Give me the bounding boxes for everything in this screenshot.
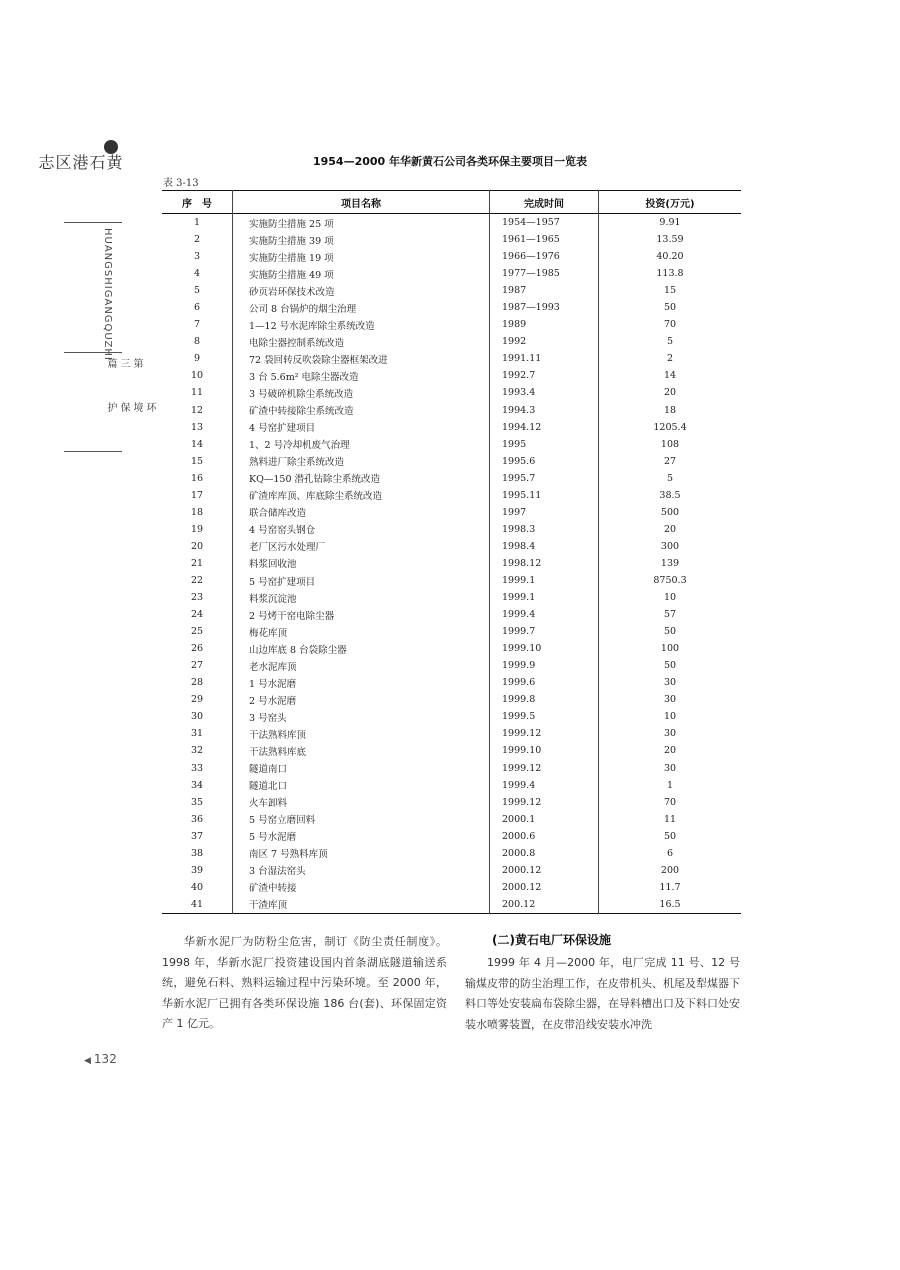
cell-index: 26 — [190, 643, 204, 655]
table-row — [162, 896, 741, 914]
paragraph-power-plant: 1999 年 4 月—2000 年，电厂完成 11 号、12 号输煤皮带的防尘治理工作，在皮带机头、机尾及犁煤器下料口等处安装扁布袋除尘器，在导料槽出口及下料口处安装水喷雾装置，在皮带沿线安装水冲洗 — [465, 956, 740, 1031]
table-row — [162, 640, 741, 657]
cell-completion-date: 1998.12 — [490, 555, 599, 572]
cell-index: 30 — [190, 711, 204, 723]
cell-index: 16 — [190, 472, 204, 484]
table-row — [162, 794, 741, 811]
cell-index: 13 — [190, 421, 204, 433]
cell-completion-date: 200.12 — [490, 896, 599, 914]
cell-project-name: 1—12 号水泥库除尘系统改造 — [233, 316, 490, 333]
cell-index: 18 — [190, 506, 204, 518]
cell-project-name: 联合储库改造 — [233, 504, 490, 521]
cell-investment: 30 — [599, 691, 742, 708]
cell-project-name: KQ—150 潜孔钻除尘系统改造 — [233, 470, 490, 487]
cell-completion-date: 1992 — [490, 333, 599, 350]
cell-project-name: 矿渣中转接 — [233, 879, 490, 896]
column-header-investment: 投资(万元) — [599, 191, 742, 214]
cell-completion-date: 2000.6 — [490, 828, 599, 845]
cell-project-name: 老厂区污水处理厂 — [233, 538, 490, 555]
cell-investment: 57 — [599, 606, 742, 623]
cell-project-name: 实施防尘措施 39 项 — [233, 231, 490, 248]
table-row — [162, 504, 741, 521]
table-row — [162, 282, 741, 299]
cell-index: 28 — [190, 677, 204, 689]
cell-project-name: 3 台 5.6m² 电除尘器改造 — [233, 367, 490, 384]
cell-completion-date: 1999.8 — [490, 691, 599, 708]
table-row — [162, 811, 741, 828]
cell-completion-date: 1999.9 — [490, 657, 599, 674]
cell-completion-date: 1999.7 — [490, 623, 599, 640]
cell-completion-date: 1995.7 — [490, 470, 599, 487]
table-row — [162, 777, 741, 794]
cell-investment: 18 — [599, 402, 742, 419]
cell-investment: 1 — [599, 777, 742, 794]
cell-completion-date: 1994.12 — [490, 419, 599, 436]
cell-investment: 20 — [599, 384, 742, 401]
cell-investment: 108 — [599, 436, 742, 453]
cell-investment: 15 — [599, 282, 742, 299]
cell-investment: 16.5 — [599, 896, 742, 914]
cell-investment: 139 — [599, 555, 742, 572]
table-row — [162, 265, 741, 282]
cell-investment: 27 — [599, 453, 742, 470]
table-row — [162, 879, 741, 896]
cell-investment: 500 — [599, 504, 742, 521]
cell-project-name: 梅花库顶 — [233, 623, 490, 640]
cell-investment: 6 — [599, 845, 742, 862]
cell-investment: 200 — [599, 862, 742, 879]
cell-investment: 1205.4 — [599, 419, 742, 436]
cell-completion-date: 2000.12 — [490, 879, 599, 896]
cell-investment: 50 — [599, 299, 742, 316]
cell-investment: 300 — [599, 538, 742, 555]
cell-index: 8 — [193, 336, 201, 348]
cell-investment: 14 — [599, 367, 742, 384]
cell-index: 27 — [190, 660, 204, 672]
cell-investment: 9.91 — [599, 214, 742, 232]
cell-completion-date: 1999.6 — [490, 674, 599, 691]
table-row — [162, 589, 741, 606]
table-row — [162, 231, 741, 248]
cell-index: 15 — [190, 455, 204, 467]
divider — [64, 222, 122, 223]
cell-investment: 20 — [599, 742, 742, 759]
cell-completion-date: 2000.1 — [490, 811, 599, 828]
cell-investment: 38.5 — [599, 487, 742, 504]
cell-investment: 50 — [599, 828, 742, 845]
cell-project-name: 老水泥库顶 — [233, 657, 490, 674]
cell-index: 14 — [190, 438, 204, 450]
book-title: 黄石港区志 — [36, 154, 123, 170]
cell-index: 1 — [193, 217, 201, 229]
cell-completion-date: 1977—1985 — [490, 265, 599, 282]
table-row — [162, 572, 741, 589]
cell-index: 25 — [190, 626, 204, 638]
cell-project-name: 干渣库顶 — [233, 896, 490, 914]
table-row — [162, 742, 741, 759]
table-row — [162, 623, 741, 640]
cell-project-name: 4 号窑窑头钢仓 — [233, 521, 490, 538]
cell-index: 19 — [190, 523, 204, 535]
cell-investment: 8750.3 — [599, 572, 742, 589]
cell-completion-date: 1966—1976 — [490, 248, 599, 265]
cell-completion-date: 1999.12 — [490, 794, 599, 811]
cell-investment: 50 — [599, 657, 742, 674]
cell-completion-date: 1995.6 — [490, 453, 599, 470]
cell-project-name: 隧道北口 — [233, 777, 490, 794]
table-row — [162, 521, 741, 538]
table-row — [162, 674, 741, 691]
part-label: 第三篇 — [105, 358, 142, 368]
cell-index: 20 — [190, 540, 204, 552]
table-row — [162, 316, 741, 333]
cell-investment: 70 — [599, 794, 742, 811]
cell-completion-date: 1993.4 — [490, 384, 599, 401]
cell-project-name: 矿渣中转接除尘系统改造 — [233, 402, 490, 419]
table-row — [162, 487, 741, 504]
cell-project-name: 火车卸料 — [233, 794, 490, 811]
table-row — [162, 470, 741, 487]
cell-project-name: 山边库底 8 台袋除尘器 — [233, 640, 490, 657]
cell-investment: 30 — [599, 725, 742, 742]
table-row — [162, 725, 741, 742]
cell-completion-date: 1997 — [490, 504, 599, 521]
cell-completion-date: 1994.3 — [490, 402, 599, 419]
table-row — [162, 214, 741, 232]
cell-project-name: 2 号烤干窑电除尘器 — [233, 606, 490, 623]
cell-completion-date: 2000.8 — [490, 845, 599, 862]
cell-project-name: 5 号窑扩建项目 — [233, 572, 490, 589]
table-row — [162, 419, 741, 436]
cell-project-name: 实施防尘措施 19 项 — [233, 248, 490, 265]
cell-project-name: 实施防尘措施 49 项 — [233, 265, 490, 282]
cell-completion-date: 1995.11 — [490, 487, 599, 504]
table-row — [162, 453, 741, 470]
table-row — [162, 845, 741, 862]
project-table — [162, 190, 738, 914]
cell-index: 38 — [190, 847, 204, 859]
section-label: 环境保护 — [105, 402, 155, 413]
cell-index: 35 — [190, 796, 204, 808]
cell-completion-date: 1999.12 — [490, 725, 599, 742]
cell-investment: 20 — [599, 521, 742, 538]
cell-index: 39 — [190, 864, 204, 876]
cell-investment: 40.20 — [599, 248, 742, 265]
cell-project-name: 南区 7 号熟料库顶 — [233, 845, 490, 862]
cell-index: 33 — [190, 762, 204, 774]
book-logo-icon — [104, 140, 118, 154]
table-row — [162, 828, 741, 845]
cell-project-name: 公司 8 台锅炉的烟尘治理 — [233, 299, 490, 316]
cell-project-name: 3 台湿法窑头 — [233, 862, 490, 879]
table-row — [162, 555, 741, 572]
cell-completion-date: 1989 — [490, 316, 599, 333]
cell-project-name: 砂页岩环保技术改造 — [233, 282, 490, 299]
cell-project-name: 料浆沉淀池 — [233, 589, 490, 606]
table-row — [162, 862, 741, 879]
cell-project-name: 干法熟料库底 — [233, 742, 490, 759]
cell-index: 23 — [190, 592, 204, 604]
cell-completion-date: 2000.12 — [490, 862, 599, 879]
cell-index: 21 — [190, 557, 204, 569]
cell-investment: 2 — [599, 350, 742, 367]
cell-completion-date: 1999.1 — [490, 572, 599, 589]
cell-investment: 50 — [599, 623, 742, 640]
cell-investment: 10 — [599, 589, 742, 606]
cell-index: 41 — [190, 898, 204, 910]
cell-project-name: 3 号窑头 — [233, 708, 490, 725]
cell-index: 29 — [190, 694, 204, 706]
cell-completion-date: 1999.1 — [490, 589, 599, 606]
cell-project-name: 料浆回收池 — [233, 555, 490, 572]
cell-index: 6 — [193, 302, 201, 314]
cell-project-name: 熟料进厂除尘系统改造 — [233, 453, 490, 470]
column-header-name: 项目名称 — [233, 191, 490, 214]
cell-index: 5 — [193, 285, 201, 297]
cell-investment: 11.7 — [599, 879, 742, 896]
section-heading-power-plant: (二)黄石电厂环保设施 — [492, 933, 611, 947]
table-number: 表 3-13 — [163, 178, 199, 189]
table-row — [162, 691, 741, 708]
cell-investment: 10 — [599, 708, 742, 725]
cell-project-name: 1、2 号冷却机废气治理 — [233, 436, 490, 453]
cell-completion-date: 1999.5 — [490, 708, 599, 725]
table-row — [162, 538, 741, 555]
column-header-index: 序 号 — [182, 198, 212, 210]
cell-investment: 100 — [599, 640, 742, 657]
cell-completion-date: 1999.10 — [490, 742, 599, 759]
cell-investment: 70 — [599, 316, 742, 333]
cell-completion-date: 1998.4 — [490, 538, 599, 555]
table-row — [162, 606, 741, 623]
page-number-value: 132 — [93, 1052, 117, 1066]
cell-investment: 5 — [599, 333, 742, 350]
cell-completion-date: 1999.12 — [490, 760, 599, 777]
cell-project-name: 电除尘器控制系统改造 — [233, 333, 490, 350]
cell-completion-date: 1999.4 — [490, 606, 599, 623]
table-row — [162, 760, 741, 777]
paragraph-huaxin-cement: 华新水泥厂为防粉尘危害，制订《防尘责任制度》。1998 年，华新水泥厂投资建设国内首条湖底隧道输送系统，避免石料、熟料运输过程中污染环境。至 2000 年，华新水泥厂已拥有各类环保设施 186 台(套)、环保固定资产 1 亿元。 — [162, 935, 447, 1030]
cell-completion-date: 1954—1957 — [490, 214, 599, 232]
cell-index: 36 — [190, 813, 204, 825]
cell-completion-date: 1961—1965 — [490, 231, 599, 248]
table-row — [162, 708, 741, 725]
divider — [64, 451, 122, 452]
cell-project-name: 隧道南口 — [233, 760, 490, 777]
cell-index: 34 — [190, 779, 204, 791]
page-marker-icon: ◀ — [84, 1056, 91, 1066]
cell-investment: 30 — [599, 760, 742, 777]
cell-index: 3 — [193, 251, 201, 263]
page-number — [84, 1052, 117, 1066]
cell-completion-date: 1992.7 — [490, 367, 599, 384]
table-header-row — [162, 191, 741, 214]
table-row — [162, 384, 741, 401]
book-pinyin: HUANGSHIGANGQUZHI — [102, 228, 113, 361]
cell-index: 37 — [190, 830, 204, 842]
cell-index: 24 — [190, 609, 204, 621]
table-row — [162, 350, 741, 367]
cell-index: 2 — [193, 234, 201, 246]
cell-investment: 113.8 — [599, 265, 742, 282]
cell-index: 4 — [193, 268, 201, 280]
cell-completion-date: 1998.3 — [490, 521, 599, 538]
divider — [64, 352, 122, 353]
column-header-date: 完成时间 — [490, 191, 599, 214]
cell-project-name: 5 号水泥磨 — [233, 828, 490, 845]
cell-completion-date: 1999.10 — [490, 640, 599, 657]
cell-project-name: 4 号窑扩建项目 — [233, 419, 490, 436]
cell-completion-date: 1987—1993 — [490, 299, 599, 316]
table-row — [162, 333, 741, 350]
cell-index: 40 — [190, 881, 204, 893]
cell-project-name: 72 袋回转反吹袋除尘器框架改进 — [233, 350, 490, 367]
table-row — [162, 436, 741, 453]
cell-index: 17 — [190, 489, 204, 501]
cell-completion-date: 1987 — [490, 282, 599, 299]
cell-completion-date: 1991.11 — [490, 350, 599, 367]
cell-project-name: 3 号破碎机除尘系统改造 — [233, 384, 490, 401]
cell-project-name: 矿渣库库顶、库底除尘系统改造 — [233, 487, 490, 504]
cell-investment: 30 — [599, 674, 742, 691]
cell-project-name: 5 号窑立磨回料 — [233, 811, 490, 828]
cell-project-name: 干法熟料库顶 — [233, 725, 490, 742]
cell-index: 31 — [190, 728, 204, 740]
table-row — [162, 657, 741, 674]
cell-investment: 5 — [599, 470, 742, 487]
cell-investment: 11 — [599, 811, 742, 828]
table-title: 1954—2000 年华新黄石公司各类环保主要项目一览表 — [312, 155, 588, 168]
cell-completion-date: 1995 — [490, 436, 599, 453]
cell-project-name: 2 号水泥磨 — [233, 691, 490, 708]
cell-index: 32 — [190, 745, 204, 757]
cell-index: 7 — [193, 319, 201, 331]
table-row — [162, 402, 741, 419]
cell-index: 11 — [190, 387, 204, 399]
cell-index: 12 — [190, 404, 204, 416]
table-row — [162, 367, 741, 384]
cell-investment: 13.59 — [599, 231, 742, 248]
cell-index: 22 — [190, 575, 204, 586]
table-row — [162, 299, 741, 316]
cell-index: 10 — [190, 370, 204, 382]
cell-project-name: 实施防尘措施 25 项 — [233, 214, 490, 232]
cell-project-name: 1 号水泥磨 — [233, 674, 490, 691]
cell-completion-date: 1999.4 — [490, 777, 599, 794]
table-row — [162, 248, 741, 265]
cell-index: 9 — [193, 353, 201, 365]
